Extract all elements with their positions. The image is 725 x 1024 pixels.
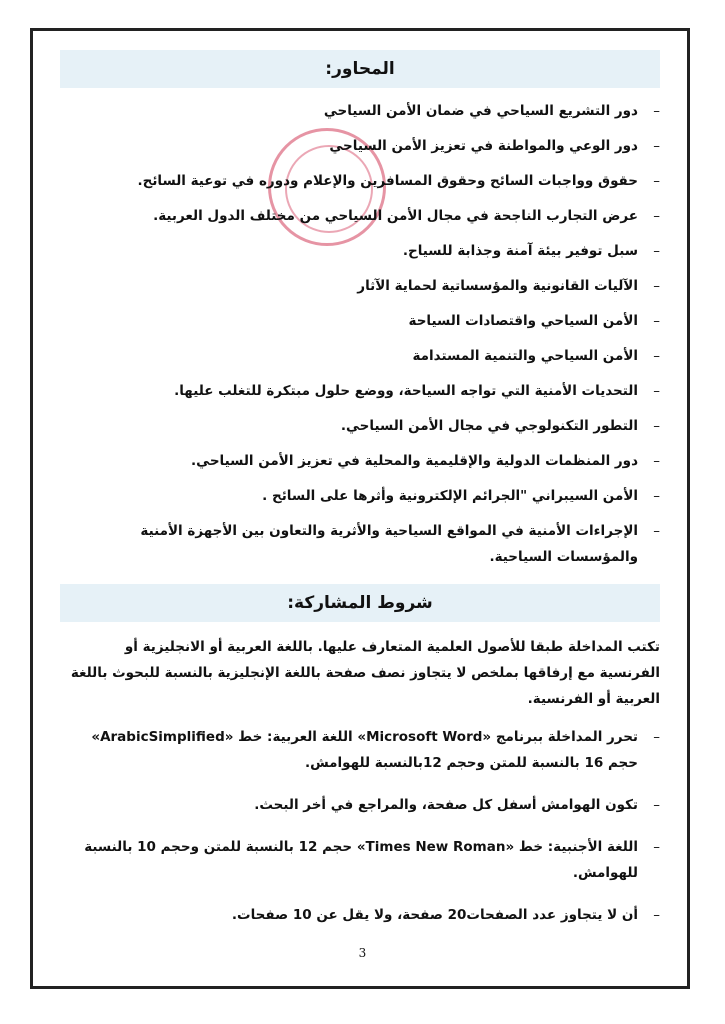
- list-item: – الأمن السياحي والتنمية المستدامة: [60, 343, 660, 369]
- list-item: – دور التشريع السياحي في ضمان الأمن السياحي: [60, 98, 660, 124]
- axes-heading: [60, 50, 660, 88]
- page-number: 3: [358, 946, 367, 960]
- list-item: – تحرر المداخلة ببرنامج «Microsoft Word» اللغة العربية: خط «ArabicSimplified» حجم 16 بالنسبة للمتن وحجم 12بالنسبة للهوامش.: [60, 724, 660, 776]
- list-item: – حقوق وواجبات السائح وحقوق المسافرين والإعلام ودوره في توعية السائح.: [60, 168, 660, 194]
- rules-list: [60, 724, 660, 928]
- participation-heading: [60, 584, 660, 622]
- list-item: – الإجراءات الأمنية في المواقع السياحية والأثرية والتعاون بين الأجهزة الأمنية والمؤسسات السياحية.: [60, 518, 660, 570]
- axes-list: [60, 98, 660, 570]
- list-item: – سبل توفير بيئة آمنة وجذابة للسياح.: [60, 238, 660, 264]
- participation-intro: تكتب المداخلة طبقا للأصول العلمية المتعارف عليها. باللغة العربية أو الانجليزية أو الفرنسية مع إرفاقها بملخص لا يتجاوز نصف صفحة باللغة الإنجليزية بالنسبة للبحوث باللغة العربية أو الفرنسية.: [70, 639, 660, 707]
- list-item: – دور المنظمات الدولية والإقليمية والمحلية في تعزيز الأمن السياحي.: [60, 448, 660, 474]
- list-item: – أن لا يتجاوز عدد الصفحات20 صفحة، ولا يقل عن 10 صفحات.: [60, 902, 660, 928]
- document-body: [60, 50, 660, 944]
- list-item: – الأمن السيبراني "الجرائم الإلكترونية وأثرها على السائح .: [60, 483, 660, 509]
- list-item: – اللغة الأجنبية: خط «Times New Roman» حجم 12 بالنسبة للمتن وحجم 10 بالنسبة للهوامش.: [60, 834, 660, 886]
- participation-title: شروط المشاركة:: [287, 593, 433, 613]
- axes-title: المحاور:: [325, 59, 395, 79]
- list-item: – عرض التجارب الناجحة في مجال الأمن السياحي من مختلف الدول العربية.: [60, 203, 660, 229]
- list-item: – التطور التكنولوجي في مجال الأمن السياحي.: [60, 413, 660, 439]
- list-item: – تكون الهوامش أسفل كل صفحة، والمراجع في أخر البحث.: [60, 792, 660, 818]
- list-item: – الآليات القانونية والمؤسساتية لحماية الآثار: [60, 273, 660, 299]
- list-item: – دور الوعي والمواطنة في تعزيز الأمن السياحي: [60, 133, 660, 159]
- list-item: – التحديات الأمنية التي تواجه السياحة، ووضع حلول مبتكرة للتغلب عليها.: [60, 378, 660, 404]
- list-item: – الأمن السياحي واقتصادات السياحة: [60, 308, 660, 334]
